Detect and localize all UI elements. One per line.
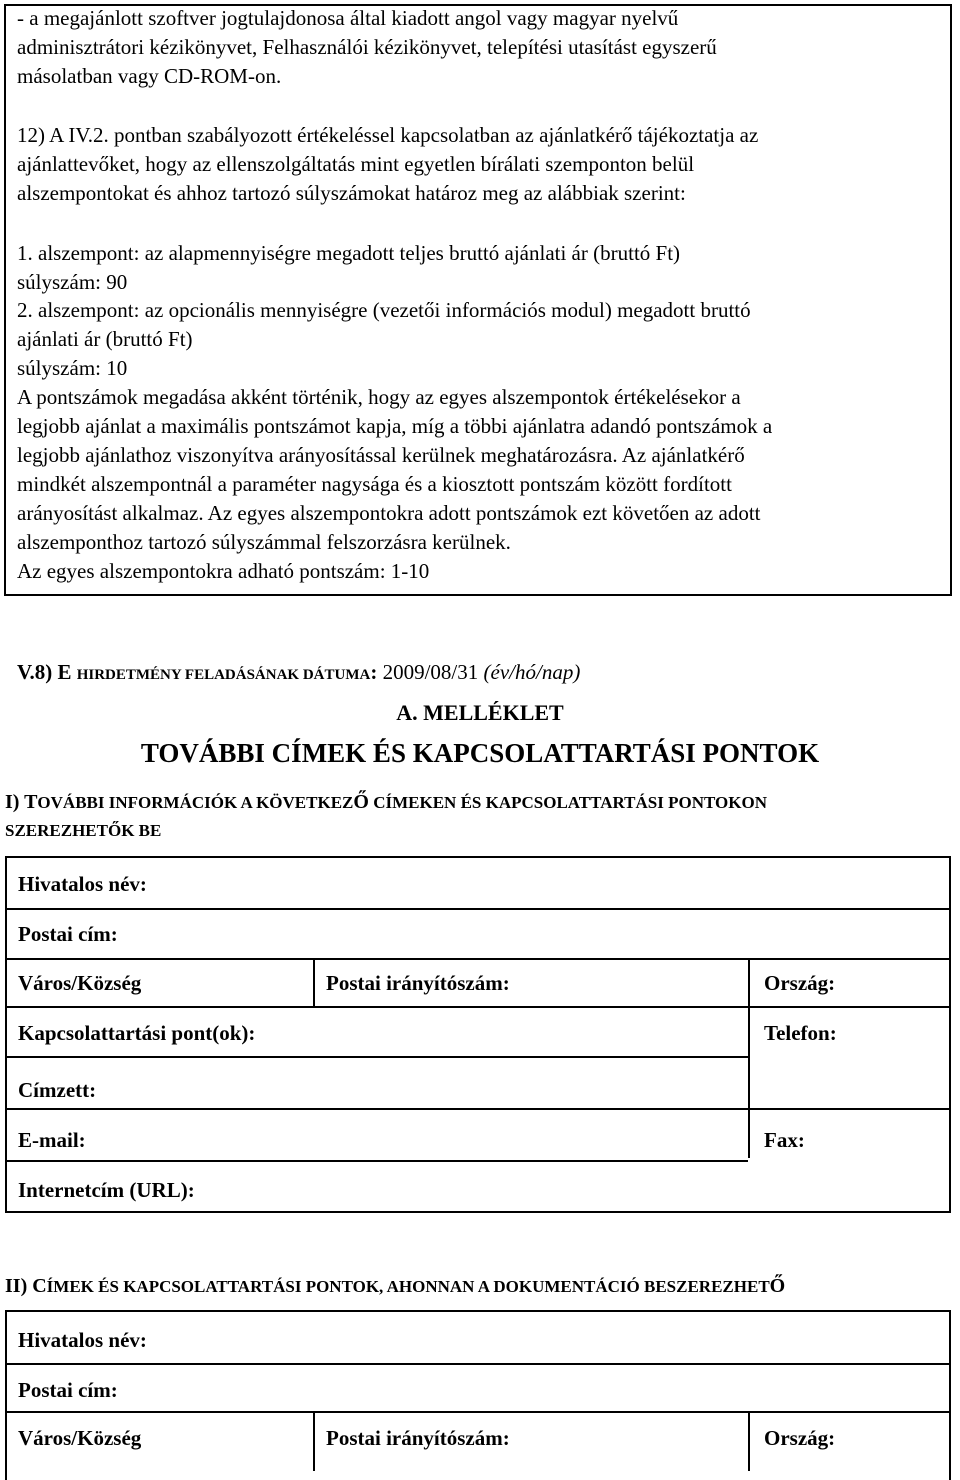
- text-line: legjobb ajánlat a maximális pontszámot kapja, míg a többi ajánlatra adandó pontszámok a: [17, 414, 773, 438]
- text-line: alszemponthoz tartozó súlyszámmal felszorzásra kerülnek.: [17, 530, 511, 554]
- notice-date: 2009/08/31: [382, 660, 479, 684]
- annex-title: A. MELLÉKLET: [396, 700, 564, 725]
- url-label: Internetcím (URL):: [18, 1178, 195, 1202]
- heading-part: Ő: [769, 1275, 786, 1297]
- text-line: 2. alszempont: az opcionális mennyiségre (vezetői információs modul) megadott bruttó: [17, 298, 751, 322]
- text-line: súlyszám: 10: [17, 356, 128, 380]
- phone-label: Telefon:: [764, 1021, 837, 1045]
- text-line: mindkét alszempontnál a paraméter nagysága és a kiosztott pontszám között fordított: [17, 472, 732, 496]
- text-line: 12) A IV.2. pontban szabályozott értékeléssel kapcsolatban az ajánlatkérő tájékoztatja az: [17, 123, 759, 147]
- heading-part: II) C: [5, 1275, 47, 1297]
- text-line: 1. alszempont: az alapmennyiségre megadott teljes bruttó ajánlati ár (bruttó Ft): [17, 241, 681, 265]
- city-label: Város/Község: [18, 971, 142, 995]
- heading-part: I) T: [5, 791, 38, 813]
- text-line: másolatban vagy CD-ROM-on.: [17, 64, 282, 88]
- text-line: arányosítást alkalmaz. Az egyes alszempontokra adott pontszámok ezt követően az adott: [17, 501, 761, 525]
- text-line: Az egyes alszempontokra adható pontszám: 1-10: [17, 559, 430, 583]
- postal-address-label: Postai cím:: [18, 1378, 118, 1402]
- official-name-label: Hivatalos név:: [18, 872, 147, 896]
- heading-prefix: V.8) E: [17, 660, 77, 684]
- heading-colon: :: [370, 660, 383, 684]
- heading-part: ÍMEK ÉS KAPCSOLATTARTÁSI PONTOK, AHONNAN A DOKUMENTÁCIÓ BESZEREZHET: [46, 1277, 770, 1296]
- postal-address-label: Postai cím:: [18, 922, 118, 946]
- text-line: A pontszámok megadása akként történik, hogy az egyes alszempontok értékelésekor a: [17, 385, 741, 409]
- city-label: Város/Község: [18, 1426, 142, 1450]
- heading-part: OVÁBBI INFORMÁCIÓK A KÖVETKEZ: [37, 793, 354, 812]
- date-format: (év/hó/nap): [483, 660, 581, 684]
- heading-part: CÍMEKEN ÉS KAPCSOLATTARTÁSI PONTOKON: [368, 793, 767, 812]
- heading-caps: HIRDETMÉNY FELADÁSÁNAK DÁTUMA: [76, 667, 371, 683]
- contact-points-label: Kapcsolattartási pont(ok):: [18, 1021, 256, 1045]
- postcode-label: Postai irányítószám:: [326, 971, 510, 995]
- text-line: legjobb ajánlathoz viszonyítva arányosítással kerülnek meghatározásra. Az ajánlatkérő: [17, 443, 745, 467]
- text-line: adminisztrátori kézikönyvet, Felhasználói kézikönyvet, telepítési utasítást egyszerű: [17, 35, 717, 59]
- heading-part: Ő: [353, 791, 369, 813]
- text-line: ajánlati ár (bruttó Ft): [17, 327, 193, 351]
- contact-form-2: [5, 1310, 951, 1480]
- text-line: - a megajánlott szoftver jogtulajdonosa által kiadott angol vagy magyar nyelvű: [17, 6, 679, 30]
- section1-heading-line2: SZEREZHETŐK BE: [5, 821, 162, 840]
- official-name-label: Hivatalos név:: [18, 1328, 147, 1352]
- contact-form-1: [5, 856, 951, 1213]
- section2-heading: [5, 1272, 785, 1301]
- addressee-label: Címzett:: [18, 1078, 97, 1102]
- text-line: súlyszám: 90: [17, 270, 128, 294]
- fax-label: Fax:: [764, 1128, 805, 1152]
- country-label: Ország:: [764, 1426, 836, 1450]
- postcode-label: Postai irányítószám:: [326, 1426, 510, 1450]
- country-label: Ország:: [764, 971, 836, 995]
- section1-heading: [5, 788, 767, 817]
- email-label: E-mail:: [18, 1128, 86, 1152]
- text-line: alszempontokat és ahhoz tartozó súlyszámokat határoz meg az alábbiak szerint:: [17, 181, 686, 205]
- main-title: TOVÁBBI CÍMEK ÉS KAPCSOLATTARTÁSI PONTOK: [140, 738, 820, 768]
- notice-date-heading: [17, 660, 580, 685]
- text-line: ajánlattevőket, hogy az ellenszolgáltatás mint egyetlen bírálati szemponton belül: [17, 152, 695, 176]
